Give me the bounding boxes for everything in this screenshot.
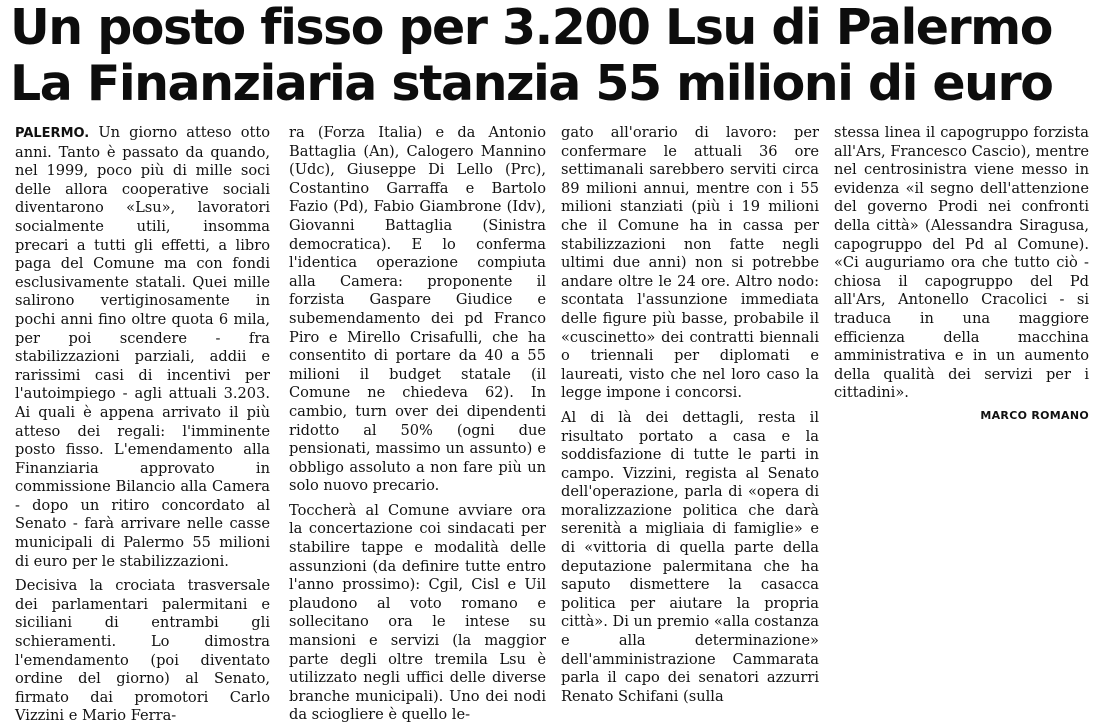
article-paragraph: Toccherà al Comune avviare ora la concertazione coi sindacati per stabilire tappe e modalità delle assunzioni (da definire tutte entro l'anno prossimo): Cgil, Cisl e Uil plaudono al voto romano e sollecitano ora le intese su mansioni e servizi (la maggior parte degli oltre tremila Lsu è utilizzato negli uffici delle diverse branche municipali). Uno dei nodi da sciogliere è quello le- [289, 501, 546, 724]
headline [10, 0, 1110, 112]
article-paragraph: stessa linea il capogruppo forzista all'Ars, Francesco Cascio), mentre nel centrosinistra viene messo in evidenza «il segno dell'attenzione del governo Prodi nei confronti della città» (Alessandra Siragusa, capogruppo del Pd al Comune). «Ci auguriamo ora che tutto ciò - chiosa il capogruppo del Pd all'Ars, Antonello Cracolici - si traduca in una maggiore efficienza della macchina amministrativa e in un aumento della qualità dei servizi per i cittadini». [834, 124, 1089, 402]
article-column-4 [834, 124, 1089, 426]
article-paragraph: Decisiva la crociata trasversale dei parlamentari palermitani e siciliani di entrambi gli schieramenti. Lo dimostra l'emendamento (poi diventato ordine del giorno) al Senato, firmato dai promotori Carlo Vizzini e Mario Ferra- [15, 577, 270, 725]
article-paragraph: gato all'orario di lavoro: per confermare le attuali 36 ore settimanali sarebbero serviti circa 89 milioni annui, mentre con i 55 milioni stanziati (più i 19 milioni che il Comune ha in cassa per stabilizzazioni non fatte negli ultimi due anni) non si potrebbe andare oltre le 24 ore. Altro nodo: scontata l'assunzione immediata delle figure più basse, probabile il «cuscinetto» dei contratti biennali o triennali per diplomati e laureati, visto che nel loro caso la legge impone i concorsi. [561, 124, 819, 402]
headline-line-1: Un posto fisso per 3.200 Lsu di Palermo [10, 0, 1052, 56]
article-column-3 [561, 124, 819, 706]
article-column-2 [289, 124, 546, 725]
paragraph-text: Un giorno atteso otto anni. Tanto è passato da quando, nel 1999, poco più di mille soci delle allora cooperative sociali diventarono «Lsu», lavoratori socialmente utili, insomma precari a tutti gli effetti, a libro paga del Comune ma con fondi esclusivamente statali. Quei mille salirono vertiginosamente in pochi anni fino oltre quota 6 mila, per poi scendere - fra stabilizzazioni parziali, addii e rarissimi casi di incentivi per l'autoimpiego - agli attuali 3.203. Ai quali è appena arrivato il più atteso dei regali: l'imminente posto fisso. L'emendamento alla Finanziaria approvato in commissione Bilancio alla Camera - dopo un ritiro concordato al Senato - farà arrivare nelle casse municipali di Palermo 55 milioni di euro per le stabilizzazioni. [15, 124, 270, 570]
dateline: PALERMO. [15, 126, 90, 141]
headline-line-2: La Finanziaria stanzia 55 milioni di euro [10, 55, 1053, 112]
byline: MARCO ROMANO [980, 408, 1089, 422]
article-paragraph: ra (Forza Italia) e da Antonio Battaglia (An), Calogero Mannino (Udc), Giuseppe Di Lello (Prc), Costantino Garraffa e Bartolo Fazio (Pd), Fabio Giambrone (Idv), Giovanni Battaglia (Sinistra democratica). E lo conferma l'identica operazione compiuta alla Camera: proponente il forzista Gaspare Giudice e subemendamento dei pd Franco Piro e Mirello Crisafulli, che ha consentito di portare da 40 a 55 milioni il budget statale (il Comune ne chiedeva 62). In cambio, turn over dei dipendenti ridotto al 50% (ogni due pensionati, massimo un assunto) e obbligo assoluto a non fare più un solo nuovo precario. [289, 124, 546, 495]
article-paragraph [15, 124, 270, 571]
article-paragraph: Al di là dei dettagli, resta il risultato portato a casa e la soddisfazione di tutte le parti in campo. Vizzini, regista al Senato dell'operazione, parla di «opera di moralizzazione politica che darà serenità a migliaia di famiglie» e di «vittoria di quella parte della deputazione palermitana che ha saputo dismettere la casacca politica per aiutare la propria città». Di un premio «alla costanza e alla determinazione» dell'amministrazione Cammarata parla il capo dei senatori azzurri Renato Schifani (sulla [561, 408, 819, 705]
article-column-1 [15, 124, 270, 726]
